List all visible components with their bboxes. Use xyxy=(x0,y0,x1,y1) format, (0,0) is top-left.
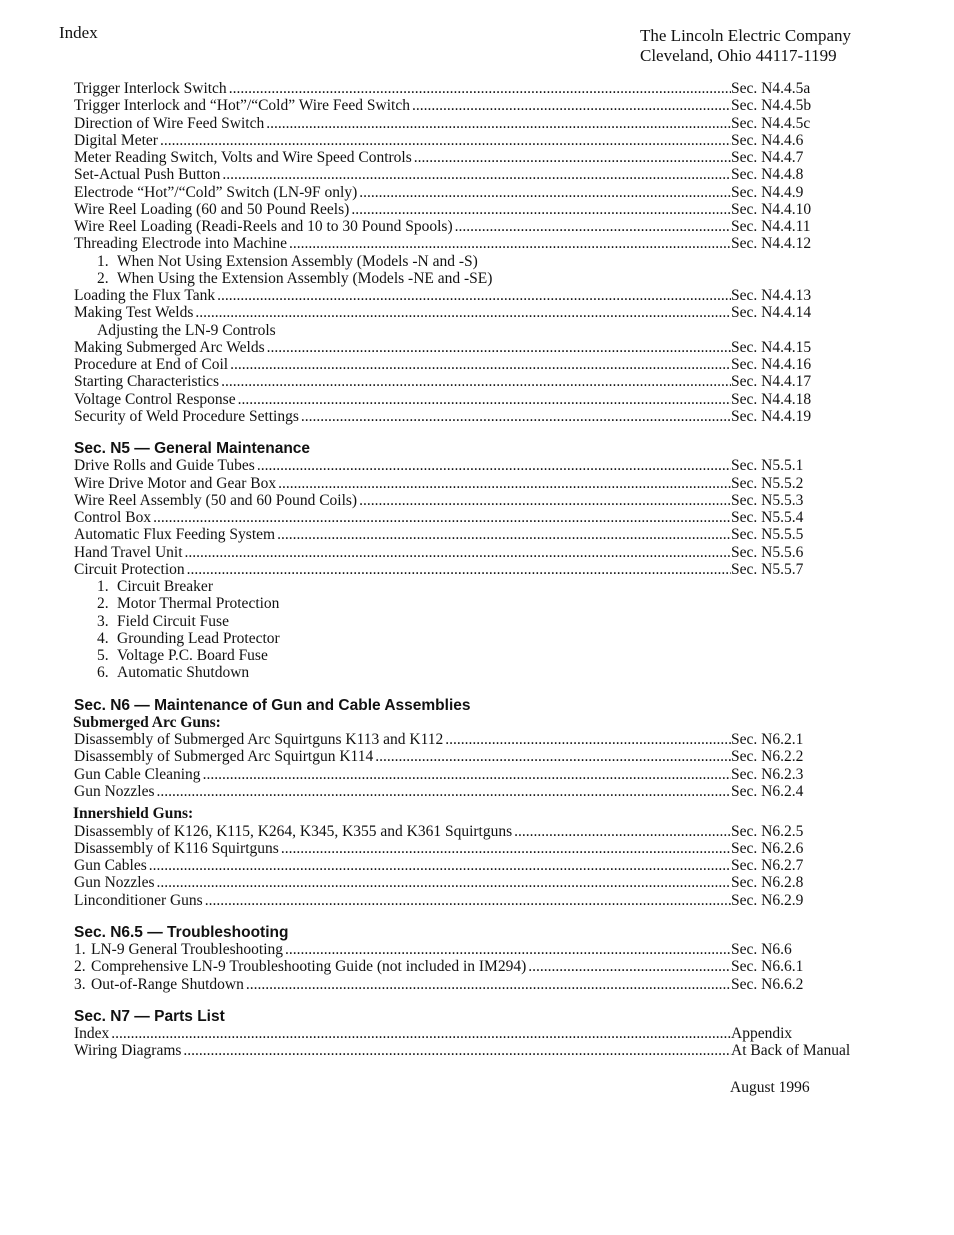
entry-label-text: Gun Nozzles xyxy=(74,874,155,892)
entry-label-text: Out-of-Range Shutdown xyxy=(91,975,244,993)
entry-reference: Sec. N6.6.1 xyxy=(731,958,804,976)
entry-label-text: Loading the Flux Tank xyxy=(74,287,216,304)
index-entry xyxy=(74,874,804,892)
entry-label-text: Starting Characteristics xyxy=(74,373,220,391)
subitem xyxy=(74,664,864,681)
dot-leader xyxy=(265,339,731,356)
entry-label-text: Control Box xyxy=(74,509,152,526)
dot-leader xyxy=(109,1025,731,1042)
entry-group xyxy=(74,714,864,800)
index-entry xyxy=(74,407,812,425)
entry-group xyxy=(74,805,864,909)
entry-reference: At Back of Manual xyxy=(731,1042,851,1060)
entry-reference: Sec. N6.6 xyxy=(731,941,792,959)
entry-label-text: Procedure at End of Coil xyxy=(74,356,229,373)
dot-leader xyxy=(151,509,731,526)
entry-label xyxy=(74,287,215,304)
entry-reference: Sec. N6.2.5 xyxy=(731,822,804,840)
index-entry xyxy=(74,560,804,578)
subitem-number: 2. xyxy=(97,595,109,613)
dot-leader xyxy=(155,783,732,800)
dot-leader xyxy=(357,184,731,201)
entry-reference: Sec. N5.5.4 xyxy=(731,509,804,526)
entry-label xyxy=(74,201,349,218)
entry-reference: Sec. N4.4.12 xyxy=(731,235,812,253)
entry-label-text: Trigger Interlock Switch xyxy=(74,80,227,97)
index-entry xyxy=(74,390,812,408)
entry-reference: Sec. N4.4.7 xyxy=(731,149,804,166)
entry-label-text: Gun Cables xyxy=(74,857,147,875)
company-address: Cleveland, Ohio 44117-1199 xyxy=(640,46,837,65)
entry-label xyxy=(74,356,228,373)
entry-reference: Sec. N5.5.6 xyxy=(731,543,804,561)
entry-reference: Sec. N4.4.10 xyxy=(731,200,812,218)
entry-reference: Sec. N6.2.3 xyxy=(731,765,804,783)
index-section xyxy=(74,440,864,682)
entry-reference: Sec. N6.6.2 xyxy=(731,975,804,993)
index-entry xyxy=(74,765,804,783)
entry-label xyxy=(74,115,264,132)
entry-reference: Sec. N4.4.5c xyxy=(731,114,811,132)
entry-label-text: Set-Actual Push Button xyxy=(74,166,221,184)
index-entry xyxy=(74,958,804,976)
entry-label xyxy=(74,561,185,578)
entry-label xyxy=(74,874,155,891)
entry-label xyxy=(74,857,147,874)
index-section xyxy=(74,80,864,425)
subitem-label: When Using the Extension Assembly (Models -NE and -SE) xyxy=(117,269,493,287)
index-entry xyxy=(74,474,804,492)
dot-leader xyxy=(412,149,731,166)
dot-leader xyxy=(236,391,731,408)
entry-label-text: Wire Reel Loading (60 and 50 Pound Reels) xyxy=(74,200,350,218)
entry-label-text: Drive Rolls and Guide Tubes xyxy=(74,457,255,475)
entry-label-text: Wire Drive Motor and Gear Box xyxy=(74,474,277,492)
index-entry xyxy=(74,731,804,748)
entry-group xyxy=(74,1025,864,1060)
publication-date: August 1996 xyxy=(730,1079,810,1096)
index-section xyxy=(74,1008,864,1060)
section-heading: Sec. N5 — General Maintenance xyxy=(74,440,311,457)
dot-leader xyxy=(220,166,731,183)
index-entry xyxy=(74,1042,851,1060)
entry-label-text: Automatic Flux Feeding System xyxy=(74,526,276,544)
dot-leader xyxy=(215,287,731,304)
dot-leader xyxy=(357,492,731,509)
entry-reference: Sec. N6.2.8 xyxy=(731,874,804,892)
dot-leader xyxy=(526,958,731,975)
dot-leader xyxy=(228,356,731,373)
dot-leader xyxy=(264,115,731,132)
entry-label xyxy=(74,1025,109,1042)
index-entry xyxy=(74,166,804,184)
entry-label-text: Disassembly of K116 Squirtguns xyxy=(74,839,279,857)
dot-leader xyxy=(299,408,731,425)
entry-label-text: Circuit Protection xyxy=(74,560,185,578)
entry-reference: Sec. N5.5.1 xyxy=(731,457,804,475)
index-entry xyxy=(74,748,804,766)
entry-label xyxy=(74,80,227,97)
dot-leader xyxy=(373,748,731,765)
entry-label xyxy=(74,475,276,492)
index-entry xyxy=(74,1025,793,1043)
entry-number: 3. xyxy=(74,975,86,993)
index-entry xyxy=(74,491,804,509)
index-entry xyxy=(74,822,804,840)
entry-reference: Appendix xyxy=(731,1025,793,1043)
index-entry xyxy=(74,80,811,97)
index-list xyxy=(74,80,864,1060)
entry-reference: Sec. N4.4.5b xyxy=(731,97,812,115)
entry-reference: Sec. N6.2.1 xyxy=(731,731,804,748)
entry-label xyxy=(74,184,357,201)
subitem-label: Motor Thermal Protection xyxy=(117,595,280,613)
entry-label xyxy=(74,766,201,783)
entry-reference: Sec. N4.4.11 xyxy=(731,218,811,235)
entry-reference: Sec. N5.5.2 xyxy=(731,474,804,492)
entry-label xyxy=(74,748,373,765)
subitem xyxy=(74,647,864,664)
dot-leader xyxy=(183,544,732,561)
entry-label xyxy=(74,457,255,474)
index-entry xyxy=(74,509,804,526)
entry-label xyxy=(74,391,236,408)
entry-label xyxy=(74,492,357,509)
entry-label xyxy=(74,509,151,526)
entry-reference: Sec. N5.5.5 xyxy=(731,526,804,544)
entry-label-text: Direction of Wire Feed Switch xyxy=(74,114,265,132)
entry-label-text: Making Submerged Arc Welds xyxy=(74,338,265,356)
subitem-number: 1. xyxy=(97,578,109,595)
dot-leader xyxy=(201,766,731,783)
entry-label xyxy=(74,526,275,543)
index-entry xyxy=(74,891,804,909)
entry-label xyxy=(74,892,203,909)
entry-label-text: Wiring Diagrams xyxy=(74,1042,182,1060)
entry-reference: Sec. N5.5.3 xyxy=(731,491,804,509)
entry-label xyxy=(74,823,512,840)
subitem xyxy=(74,270,864,287)
entry-label-text: Making Test Welds xyxy=(74,304,194,322)
entry-label-text: Threading Electrode into Machine xyxy=(74,235,288,253)
entry-reference: Sec. N6.2.9 xyxy=(731,891,804,909)
index-entry xyxy=(74,543,804,561)
entry-label-text: Disassembly of Submerged Arc Squirtguns K113 and K112 xyxy=(74,731,444,748)
entry-reference: Sec. N4.4.16 xyxy=(731,356,812,373)
entry-label xyxy=(74,166,220,183)
entry-label-text: Disassembly of K126, K115, K264, K345, K355 and K361 Squirtguns xyxy=(74,822,513,840)
entry-label xyxy=(74,976,244,993)
index-entry xyxy=(74,975,804,993)
entry-reference: Sec. N4.4.19 xyxy=(731,407,812,425)
index-entry xyxy=(74,304,812,322)
entry-reference: Sec. N4.4.18 xyxy=(731,390,812,408)
entry-group xyxy=(74,941,864,993)
section-heading: Sec. N6 — Maintenance of Gun and Cable Assemblies xyxy=(74,696,471,714)
entry-label xyxy=(74,149,412,166)
dot-leader xyxy=(219,373,731,390)
dot-leader xyxy=(227,80,731,97)
entry-reference: Sec. N5.5.7 xyxy=(731,560,804,578)
index-entry xyxy=(74,782,804,800)
entry-number: 2. xyxy=(74,958,86,976)
entry-label xyxy=(74,97,410,114)
entry-label xyxy=(74,373,219,390)
entry-label xyxy=(74,1042,181,1059)
entry-group xyxy=(74,80,864,425)
index-section xyxy=(74,697,864,909)
index-entry xyxy=(74,839,804,857)
dot-leader xyxy=(279,840,731,857)
dot-leader xyxy=(275,526,731,543)
index-entry xyxy=(74,149,804,166)
entry-label xyxy=(74,218,453,235)
dot-leader xyxy=(244,976,731,993)
entry-label-text: Security of Weld Procedure Settings xyxy=(74,407,299,425)
dot-leader xyxy=(410,97,731,114)
entry-label xyxy=(74,304,193,321)
entry-reference: Sec. N4.4.15 xyxy=(731,338,812,356)
entry-label-text: Comprehensive LN-9 Troubleshooting Guide (not included in IM294) xyxy=(91,958,527,976)
entry-label xyxy=(74,544,183,561)
entry-label xyxy=(74,783,155,800)
entry-reference: Sec. N4.4.17 xyxy=(731,373,812,391)
dot-leader xyxy=(453,218,731,235)
index-entry xyxy=(74,457,804,475)
entry-label-text: Trigger Interlock and “Hot”/“Cold” Wire Feed Switch xyxy=(74,97,410,115)
entry-reference: Sec. N4.4.6 xyxy=(731,131,804,149)
entry-label xyxy=(74,132,158,149)
index-entry xyxy=(74,200,812,218)
entry-reference: Sec. N4.4.5a xyxy=(731,80,811,97)
dot-leader xyxy=(276,475,731,492)
entry-label-text: Wire Reel Assembly (50 and 60 Pound Coils) xyxy=(74,491,358,509)
dot-leader xyxy=(203,892,731,909)
index-entry xyxy=(74,114,811,132)
subsection-heading: Submerged Arc Guns: xyxy=(73,713,221,731)
index-entry xyxy=(74,941,792,959)
subitem xyxy=(74,630,864,647)
company-name: The Lincoln Electric Company xyxy=(640,26,852,45)
index-entry xyxy=(74,218,811,235)
entry-label-text: Wire Reel Loading (Readi-Reels and 10 to 30 Pound Spools) xyxy=(74,218,453,235)
dot-leader xyxy=(193,304,731,321)
index-entry xyxy=(74,373,812,391)
dot-leader xyxy=(185,561,731,578)
subitem-label: Adjusting the LN-9 Controls xyxy=(97,321,276,339)
entry-reference: Sec. N6.2.4 xyxy=(731,782,804,800)
entry-label xyxy=(74,408,299,425)
page-title: Index xyxy=(59,23,98,42)
entry-label-text: Linconditioner Guns xyxy=(74,891,203,909)
subitem xyxy=(74,253,864,270)
index-entry xyxy=(74,338,812,356)
dot-leader xyxy=(512,823,731,840)
subitem xyxy=(74,322,864,339)
dot-leader xyxy=(349,201,731,218)
index-entry xyxy=(74,131,804,149)
subitem-label: Grounding Lead Protector xyxy=(117,629,280,647)
entry-label xyxy=(74,958,526,975)
entry-reference: Sec. N4.4.9 xyxy=(731,183,804,201)
subitem xyxy=(74,595,864,612)
index-section xyxy=(74,924,864,993)
subitem-label: Automatic Shutdown xyxy=(117,664,250,682)
entry-group xyxy=(74,457,864,681)
subitem-number: 4. xyxy=(97,629,109,647)
subitem-number: 5. xyxy=(97,647,109,664)
dot-leader xyxy=(147,857,731,874)
subitem-label: When Not Using Extension Assembly (Models -N and -S) xyxy=(117,252,478,270)
dot-leader xyxy=(255,457,731,474)
dot-leader xyxy=(155,874,732,891)
entry-reference: Sec. N6.2.2 xyxy=(731,748,804,766)
index-entry xyxy=(74,287,812,304)
entry-label-text: Voltage Control Response xyxy=(74,390,236,408)
section-heading: Sec. N7 — Parts List xyxy=(74,1007,225,1025)
section-heading: Sec. N6.5 — Troubleshooting xyxy=(74,923,289,941)
index-entry xyxy=(74,235,812,253)
entry-label xyxy=(74,941,283,958)
index-entry xyxy=(74,857,804,875)
subitem-number: 1. xyxy=(97,252,109,270)
entry-label-text: Disassembly of Submerged Arc Squirtgun K114 xyxy=(74,748,374,766)
index-entry xyxy=(74,356,812,373)
entry-label xyxy=(74,731,443,748)
entry-label xyxy=(74,339,265,356)
index-entry xyxy=(74,183,804,201)
entry-label-text: Electrode “Hot”/“Cold” Switch (LN-9F only) xyxy=(74,183,358,201)
subitem-label: Circuit Breaker xyxy=(117,578,213,595)
index-entry xyxy=(74,97,812,115)
subitem-label: Voltage P.C. Board Fuse xyxy=(117,647,268,664)
entry-label xyxy=(74,840,279,857)
dot-leader xyxy=(443,731,731,748)
entry-reference: Sec. N6.2.6 xyxy=(731,839,804,857)
subitem-number: 3. xyxy=(97,612,109,630)
entry-reference: Sec. N6.2.7 xyxy=(731,857,804,875)
index-entry xyxy=(74,526,804,544)
subitem-label: Field Circuit Fuse xyxy=(117,612,229,630)
subsection-heading: Innershield Guns: xyxy=(73,805,194,823)
dot-leader xyxy=(158,132,731,149)
entry-label xyxy=(74,235,287,252)
entry-reference: Sec. N4.4.14 xyxy=(731,304,812,322)
entry-label-text: Meter Reading Switch, Volts and Wire Speed Controls xyxy=(74,149,412,166)
entry-reference: Sec. N4.4.8 xyxy=(731,166,804,184)
entry-label-text: Gun Cable Cleaning xyxy=(74,765,201,783)
dot-leader xyxy=(283,941,731,958)
subitem xyxy=(74,578,864,595)
entry-reference: Sec. N4.4.13 xyxy=(731,287,812,304)
subitem-number: 2. xyxy=(97,269,109,287)
entry-label-text: LN-9 General Troubleshooting xyxy=(91,941,284,959)
entry-label-text: Digital Meter xyxy=(74,131,158,149)
dot-leader xyxy=(287,235,731,252)
subitem-number: 6. xyxy=(97,664,109,682)
entry-label-text: Index xyxy=(74,1025,110,1043)
dot-leader xyxy=(181,1042,731,1059)
entry-label-text: Gun Nozzles xyxy=(74,782,155,800)
entry-label-text: Hand Travel Unit xyxy=(74,543,183,561)
entry-number: 1. xyxy=(74,941,86,959)
subitem xyxy=(74,613,864,630)
